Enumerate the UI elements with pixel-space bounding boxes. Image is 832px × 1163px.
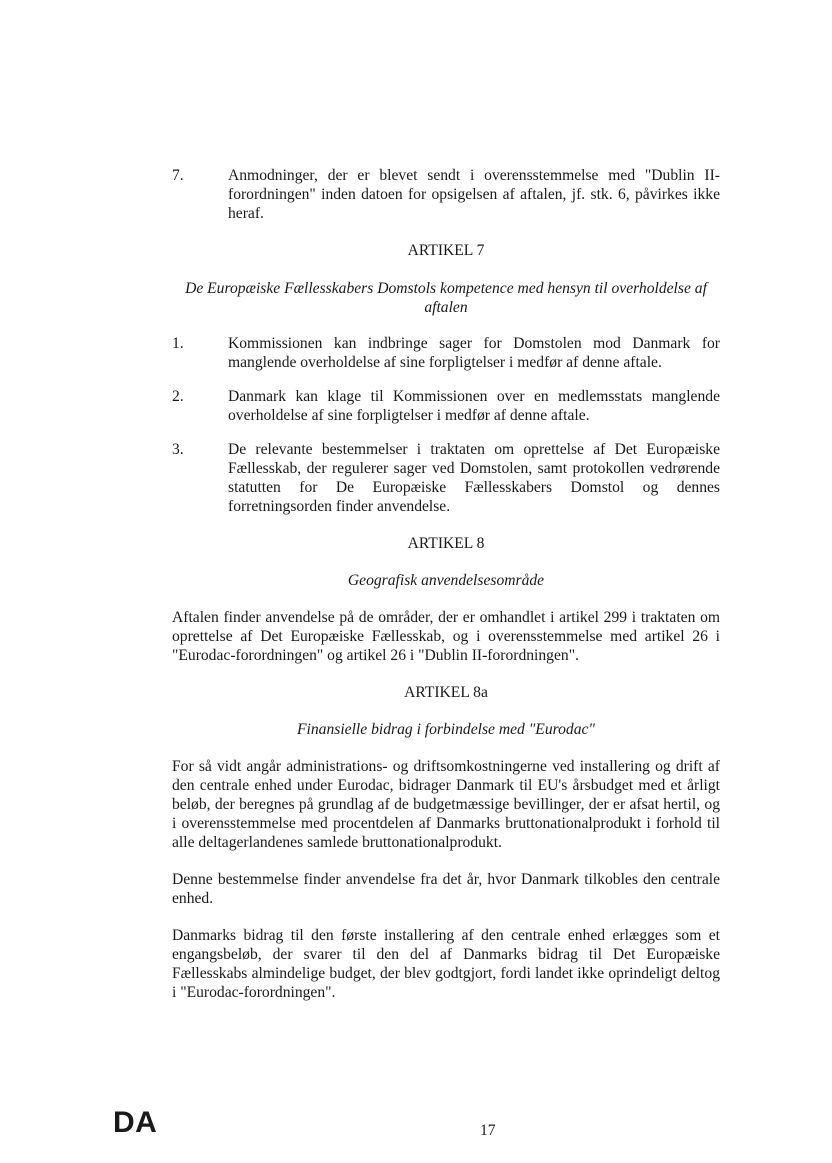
article-8-heading: ARTIKEL 8: [407, 535, 485, 552]
article-8-subheading: Geografisk anvendelsesområde: [347, 572, 545, 589]
item-text: Danmark kan klage til Kommissionen over en medlemsstats manglende overholdelse af sine forpligtelser i medfør af denne aftale.: [228, 388, 720, 424]
article-7-item-2: [172, 387, 720, 425]
item-text: Kommissionen kan indbringe sager for Domstolen mod Danmark for manglende overholdelse af sine forpligtelser i medfør af denne aftale.: [228, 335, 720, 371]
item-number: 1.: [172, 335, 184, 352]
item-number: 7.: [172, 167, 184, 184]
item-number: 2.: [172, 388, 184, 405]
article-8a-heading: ARTIKEL 8a: [404, 684, 488, 701]
article-8-paragraph: Aftalen finder anvendelse på de områder, der er omhandlet i artikel 299 i traktaten om oprettelse af Det Europæiske Fællesskab, og i overensstemmelse med artikel 26 i "Eurodac-forordningen" og artikel 26 i "Dublin II-forordningen".: [172, 609, 720, 664]
article-7-heading: ARTIKEL 7: [407, 242, 485, 259]
numbered-item-7: [172, 166, 720, 223]
item-text: Anmodninger, der er blevet sendt i overensstemmelse med "Dublin II-forordningen" inden datoen for opsigelsen af aftalen, jf. stk. 6, påvirkes ikke heraf.: [228, 167, 720, 222]
language-code: DA: [113, 1106, 158, 1139]
item-text: De relevante bestemmelser i traktaten om oprettelse af Det Europæiske Fællesskab, der regulerer sager ved Domstolen, samt protokollen vedrørende statutten for De Europæiske Fællesskabers Domstol og dennes forretningsorden finder anvendelse.: [228, 441, 720, 515]
document-body: [172, 166, 720, 1002]
article-8a-paragraph-3: Danmarks bidrag til den første installering af den centrale enhed erlægges som et engangsbeløb, der svarer til den del af Danmarks bidrag til Det Europæiske Fællesskabs almindelige budget, der blev godtgjort, fordi landet ikke oprindeligt deltog i "Eurodac-forordningen".: [172, 927, 720, 1001]
article-8a-paragraph-2: Denne bestemmelse finder anvendelse fra det år, hvor Danmark tilkobles den centrale enhed.: [172, 871, 720, 907]
article-7-subheading: De Europæiske Fællesskabers Domstols kompetence med hensyn til overholdelse af aftalen: [185, 280, 707, 316]
article-8a-paragraph-1: For så vidt angår administrations- og driftsomkostningerne ved installering og drift af den centrale enhed under Eurodac, bidrager Danmark til EU's årsbudget med et årligt beløb, der beregnes på grundlag af de budgetmæssige bevillinger, der er afsat hertil, og i overensstemmelse med procentdelen af Danmarks bruttonationalprodukt i forhold til alle deltagerlandenes samlede bruttonationalprodukt.: [172, 758, 720, 851]
article-7-item-1: [172, 334, 720, 372]
article-7-item-3: [172, 440, 720, 516]
page-number: 17: [480, 1122, 496, 1139]
item-number: 3.: [172, 441, 184, 458]
article-8a-subheading: Finansielle bidrag i forbindelse med "Eurodac": [297, 721, 595, 738]
